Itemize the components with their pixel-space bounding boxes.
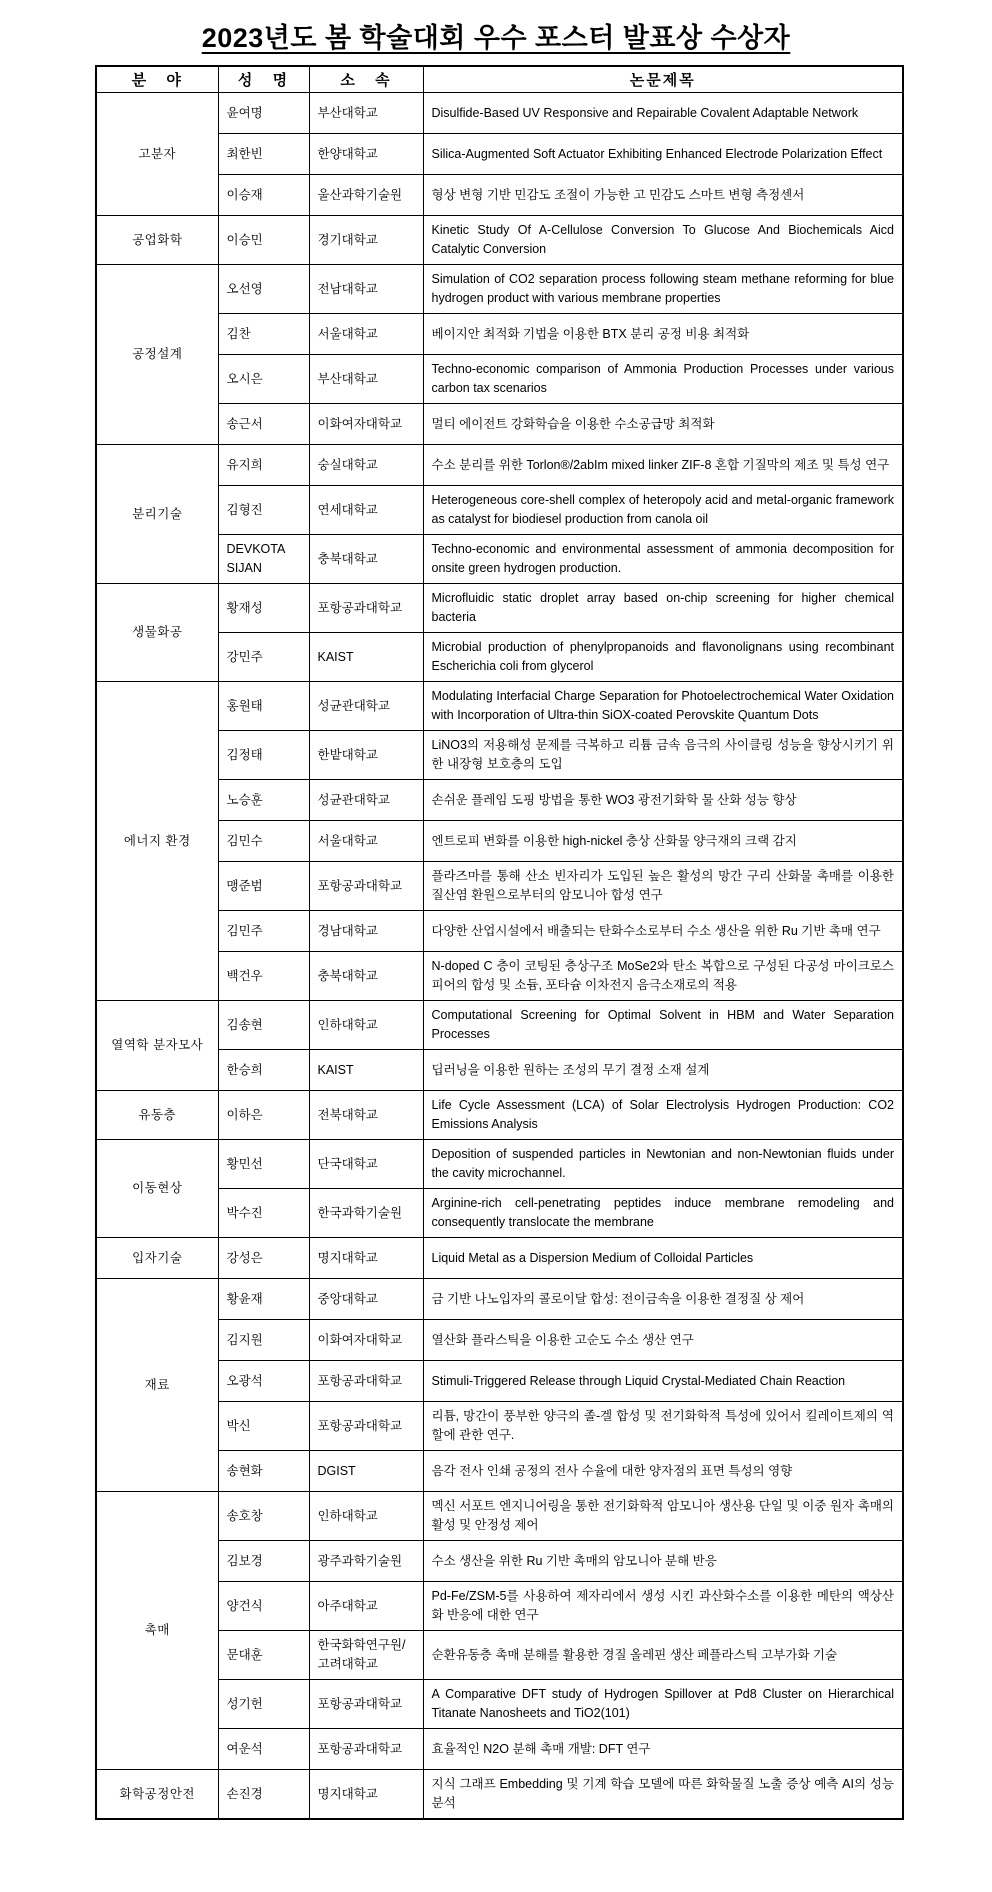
name-cell: 오시은 [218,355,309,404]
awards-table-header [96,66,903,93]
paper-title-cell: 지식 그래프 Embedding 및 기계 학습 모델에 따른 화학물질 노출 증상 예측 AI의 성능 분석 [423,1770,903,1820]
field-cell: 촉매 [96,1492,218,1770]
affiliation-cell: 경기대학교 [309,216,423,265]
paper-title-cell: 금 기반 나노입자의 콜로이달 합성: 전이금속을 이용한 결정질 상 제어 [423,1279,903,1320]
paper-title-cell: Life Cycle Assessment (LCA) of Solar Electrolysis Hydrogen Production: CO2 Emissions Analysis [423,1091,903,1140]
paper-title-cell: Liquid Metal as a Dispersion Medium of Colloidal Particles [423,1238,903,1279]
affiliation-cell: 아주대학교 [309,1582,423,1631]
field-cell: 공정설계 [96,265,218,445]
paper-title-cell: 수소 생산을 위한 Ru 기반 촉매의 암모니아 분해 반응 [423,1541,903,1582]
field-cell: 고분자 [96,93,218,216]
affiliation-cell: 성균관대학교 [309,780,423,821]
affiliation-cell: 포항공과대학교 [309,584,423,633]
paper-title-cell: Heterogeneous core-shell complex of heteropoly acid and metal-organic framework as catalyst for biodiesel production from canola oil [423,486,903,535]
affiliation-cell: 포항공과대학교 [309,1680,423,1729]
field-cell: 생물화공 [96,584,218,682]
name-cell: 김민수 [218,821,309,862]
paper-title-cell: Techno-economic and environmental assessment of ammonia decomposition for onsite green hydrogen production. [423,535,903,584]
affiliation-cell: 충북대학교 [309,535,423,584]
name-cell: 황민선 [218,1140,309,1189]
name-cell: 손진경 [218,1770,309,1820]
paper-title-cell: A Comparative DFT study of Hydrogen Spillover at Pd8 Cluster on Hierarchical Titanate Nanosheets and TiO2(101) [423,1680,903,1729]
table-row [96,265,903,314]
table-row [96,1541,903,1582]
table-row [96,821,903,862]
paper-title-cell: 베이지안 최적화 기법을 이용한 BTX 분리 공정 비용 최적화 [423,314,903,355]
affiliation-cell: KAIST [309,1050,423,1091]
affiliation-cell: 광주과학기술원 [309,1541,423,1582]
name-cell: 박수진 [218,1189,309,1238]
affiliation-cell: 명지대학교 [309,1238,423,1279]
table-row [96,1279,903,1320]
affiliation-cell: 인하대학교 [309,1492,423,1541]
paper-title-cell: 순환유동층 촉매 분해를 활용한 경질 올레핀 생산 페플라스틱 고부가화 기술 [423,1631,903,1680]
name-cell: 박신 [218,1402,309,1451]
table-row [96,780,903,821]
name-cell: 김민주 [218,911,309,952]
paper-title-cell: 음각 전사 인쇄 공정의 전사 수율에 대한 양자점의 표면 특성의 영향 [423,1451,903,1492]
table-row [96,535,903,584]
paper-title-cell: 멀티 에이전트 강화학습을 이용한 수소공급망 최적화 [423,404,903,445]
affiliation-cell: 부산대학교 [309,355,423,404]
name-cell: 여운석 [218,1729,309,1770]
affiliation-cell: 명지대학교 [309,1770,423,1820]
table-row [96,1680,903,1729]
paper-title-cell: N-doped C 층이 코팅된 층상구조 MoSe2와 탄소 복합으로 구성된 다공성 마이크로스피어의 합성 및 소듐, 포타슘 이차전지 음극소재로의 적용 [423,952,903,1001]
paper-title-cell: 손쉬운 플레임 도핑 방법을 통한 WO3 광전기화학 물 산화 성능 향상 [423,780,903,821]
affiliation-cell: 인하대학교 [309,1001,423,1050]
paper-title-cell: Microfluidic static droplet array based on-chip screening for higher chemical bacteria [423,584,903,633]
table-row [96,682,903,731]
affiliation-cell: 포항공과대학교 [309,1361,423,1402]
paper-title-cell: Simulation of CO2 separation process following steam methane reforming for blue hydrogen product with various membrane properties [423,265,903,314]
paper-title-cell: LiNO3의 저용해성 문제를 극복하고 리튬 금속 음극의 사이클링 성능을 향상시키기 위한 내장형 보호층의 도입 [423,731,903,780]
name-cell: 윤여명 [218,93,309,134]
paper-title-cell: Techno-economic comparison of Ammonia Production Processes under various carbon tax scenarios [423,355,903,404]
name-cell: 성기헌 [218,1680,309,1729]
affiliation-cell: 부산대학교 [309,93,423,134]
name-cell: 문대훈 [218,1631,309,1680]
affiliation-cell: 포항공과대학교 [309,1402,423,1451]
name-cell: 맹준범 [218,862,309,911]
paper-title-cell: Arginine-rich cell-penetrating peptides induce membrane remodeling and consequently translocate the membrane [423,1189,903,1238]
name-cell: 황윤재 [218,1279,309,1320]
field-cell: 공업화학 [96,216,218,265]
paper-title-cell: Kinetic Study Of A-Cellulose Conversion To Glucose And Biochemicals Aicd Catalytic Conversion [423,216,903,265]
affiliation-cell: 서울대학교 [309,821,423,862]
header-row [96,66,903,93]
affiliation-cell: 중앙대학교 [309,1279,423,1320]
name-cell: 이승재 [218,175,309,216]
name-cell: 이하은 [218,1091,309,1140]
affiliation-cell: 이화여자대학교 [309,1320,423,1361]
affiliation-cell: 충북대학교 [309,952,423,1001]
table-row [96,1091,903,1140]
page-title: 2023년도 봄 학술대회 우수 포스터 발표상 수상자 [201,23,791,53]
affiliation-cell: 서울대학교 [309,314,423,355]
affiliation-cell: 이화여자대학교 [309,404,423,445]
paper-title-cell: 수소 분리를 위한 Torlon®/2abIm mixed linker ZIF-8 혼합 기질막의 제조 및 특성 연구 [423,445,903,486]
table-row [96,952,903,1001]
table-row [96,134,903,175]
header-affiliation: 소 속 [309,66,423,93]
paper-title-cell: 다양한 산업시설에서 배출되는 탄화수소로부터 수소 생산을 위한 Ru 기반 촉매 연구 [423,911,903,952]
table-row [96,93,903,134]
table-row [96,404,903,445]
affiliation-cell: 숭실대학교 [309,445,423,486]
name-cell: 송근서 [218,404,309,445]
affiliation-cell: 포항공과대학교 [309,862,423,911]
name-cell: 황재성 [218,584,309,633]
name-cell: 최한빈 [218,134,309,175]
field-cell: 에너지 환경 [96,682,218,1001]
field-cell: 재료 [96,1279,218,1492]
paper-title-cell: Computational Screening for Optimal Solvent in HBM and Water Separation Processes [423,1001,903,1050]
table-row [96,1631,903,1680]
affiliation-cell: 단국대학교 [309,1140,423,1189]
name-cell: 강성은 [218,1238,309,1279]
awards-table-body [96,93,903,1820]
name-cell: 노승훈 [218,780,309,821]
affiliation-cell: 한국과학기술원 [309,1189,423,1238]
affiliation-cell: 경남대학교 [309,911,423,952]
table-row [96,633,903,682]
table-row [96,1729,903,1770]
name-cell: 양건식 [218,1582,309,1631]
affiliation-cell: DGIST [309,1451,423,1492]
affiliation-cell: 한양대학교 [309,134,423,175]
paper-title-cell: 멕신 서포트 엔지니어링을 통한 전기화학적 암모니아 생산용 단일 및 이중 원자 촉매의 활성 및 안정성 제어 [423,1492,903,1541]
paper-title-cell: 형상 변형 기반 민감도 조절이 가능한 고 민감도 스마트 변형 측정센서 [423,175,903,216]
name-cell: 김정태 [218,731,309,780]
table-row [96,175,903,216]
table-row [96,862,903,911]
paper-title-cell: 딥러닝을 이용한 원하는 조성의 무기 결정 소재 설계 [423,1050,903,1091]
table-row [96,1140,903,1189]
paper-title-cell: 플라즈마를 통해 산소 빈자리가 도입된 높은 활성의 망간 구리 산화물 촉매를 이용한 질산염 환원으로부터의 암모니아 합성 연구 [423,862,903,911]
name-cell: 김찬 [218,314,309,355]
paper-title-cell: Stimuli-Triggered Release through Liquid Crystal-Mediated Chain Reaction [423,1361,903,1402]
field-cell: 화학공정안전 [96,1770,218,1820]
paper-title-cell: 효율적인 N2O 분해 촉매 개발: DFT 연구 [423,1729,903,1770]
table-row [96,1238,903,1279]
header-name: 성 명 [218,66,309,93]
table-row [96,1001,903,1050]
name-cell: 김지원 [218,1320,309,1361]
affiliation-cell: 전남대학교 [309,265,423,314]
table-row [96,1770,903,1820]
field-cell: 입자기술 [96,1238,218,1279]
affiliation-cell: 전북대학교 [309,1091,423,1140]
paper-title-cell: Disulfide-Based UV Responsive and Repairable Covalent Adaptable Network [423,93,903,134]
paper-title-cell: 리튬, 망간이 풍부한 양극의 졸-겔 합성 및 전기화학적 특성에 있어서 킬레이트제의 역할에 관한 연구. [423,1402,903,1451]
paper-title-cell: 엔트로피 변화를 이용한 high-nickel 층상 산화물 양극재의 크랙 감지 [423,821,903,862]
table-row [96,1189,903,1238]
name-cell: 이승민 [218,216,309,265]
table-row [96,355,903,404]
paper-title-cell: Pd-Fe/ZSM-5를 사용하여 제자리에서 생성 시킨 과산화수소를 이용한 메탄의 액상산화 반응에 대한 연구 [423,1582,903,1631]
affiliation-cell: KAIST [309,633,423,682]
name-cell: 김송현 [218,1001,309,1050]
name-cell: 백건우 [218,952,309,1001]
name-cell: 송현화 [218,1451,309,1492]
table-row [96,216,903,265]
field-cell: 이동현상 [96,1140,218,1238]
header-field: 분 야 [96,66,218,93]
name-cell: 홍원태 [218,682,309,731]
table-row [96,1050,903,1091]
name-cell: 오광석 [218,1361,309,1402]
table-row [96,1451,903,1492]
table-row [96,486,903,535]
table-row [96,314,903,355]
table-row [96,584,903,633]
paper-title-cell: Microbial production of phenylpropanoids and flavonolignans using recombinant Escherichia coli from glycerol [423,633,903,682]
paper-title-cell: Modulating Interfacial Charge Separation for Photoelectrochemical Water Oxidation with Incorporation of Ultra-thin SiOX-coated Perovskite Quantum Dots [423,682,903,731]
affiliation-cell: 성균관대학교 [309,682,423,731]
affiliation-cell: 연세대학교 [309,486,423,535]
table-row [96,1320,903,1361]
affiliation-cell: 울산과학기술원 [309,175,423,216]
field-cell: 분리기술 [96,445,218,584]
affiliation-cell: 한국화학연구원/고려대학교 [309,1631,423,1680]
awards-table [95,65,904,1820]
name-cell: DEVKOTA SIJAN [218,535,309,584]
name-cell: 유지희 [218,445,309,486]
name-cell: 송호창 [218,1492,309,1541]
field-cell: 열역학 분자모사 [96,1001,218,1091]
paper-title-cell: 열산화 플라스틱을 이용한 고순도 수소 생산 연구 [423,1320,903,1361]
name-cell: 한승희 [218,1050,309,1091]
name-cell: 김보경 [218,1541,309,1582]
name-cell: 김형진 [218,486,309,535]
table-row [96,911,903,952]
field-cell: 유동층 [96,1091,218,1140]
header-paper-title: 논문제목 [423,66,903,93]
paper-title-cell: Deposition of suspended particles in Newtonian and non-Newtonian fluids under the cavity microchannel. [423,1140,903,1189]
table-row [96,731,903,780]
table-row [96,1402,903,1451]
table-row [96,1582,903,1631]
table-row [96,445,903,486]
name-cell: 강민주 [218,633,309,682]
paper-title-cell: Silica-Augmented Soft Actuator Exhibiting Enhanced Electrode Polarization Effect [423,134,903,175]
table-row [96,1361,903,1402]
table-row [96,1492,903,1541]
affiliation-cell: 포항공과대학교 [309,1729,423,1770]
name-cell: 오선영 [218,265,309,314]
affiliation-cell: 한밭대학교 [309,731,423,780]
